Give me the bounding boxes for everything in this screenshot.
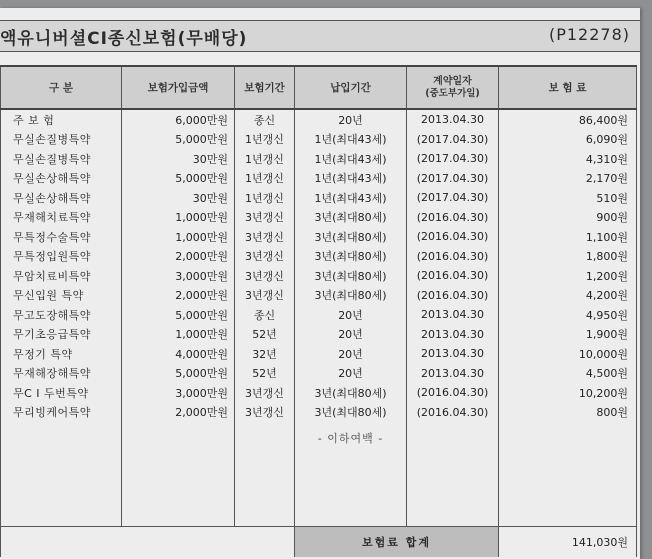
coverage-term: 종신 xyxy=(235,109,295,130)
table-row xyxy=(1,208,637,228)
coverage-amount: 30만원 xyxy=(122,149,235,169)
coverage-table xyxy=(0,65,637,557)
payment-period: 3년(최대80세) xyxy=(295,403,407,423)
contract-date: 2013.04.30 xyxy=(407,305,499,325)
table-row xyxy=(1,266,637,286)
table-body xyxy=(1,109,637,557)
premium-value: 86,400원 xyxy=(499,109,637,130)
table-row xyxy=(1,109,637,130)
coverage-name: 무특정입원특약 xyxy=(1,247,122,267)
note-row xyxy=(1,422,637,454)
filler-cell xyxy=(295,454,407,527)
premium-value: 900원 xyxy=(499,208,637,228)
payment-period: 3년(최대80세) xyxy=(295,247,407,267)
payment-period: 20년 xyxy=(295,344,407,364)
table-row xyxy=(1,247,637,267)
col-header-term: 보험기간 xyxy=(235,66,295,109)
coverage-amount: 3,000만원 xyxy=(122,383,235,403)
table-row xyxy=(1,325,637,345)
coverage-term: 3년갱신 xyxy=(235,286,295,306)
premium-value: 1,100원 xyxy=(499,227,637,247)
blank-below-note: - 이하여백 - xyxy=(317,432,384,445)
contract-date: 2013.04.30 xyxy=(407,109,499,130)
contract-date: 2013.04.30 xyxy=(407,344,499,364)
payment-period: 3년(최대80세) xyxy=(295,286,407,306)
coverage-amount: 3,000만원 xyxy=(122,266,235,286)
filler-row xyxy=(1,454,637,527)
filler-cell xyxy=(1,454,122,527)
premium-value: 1,800원 xyxy=(499,247,637,267)
filler-cell xyxy=(499,454,637,527)
premium-value: 4,950원 xyxy=(499,305,637,325)
coverage-term: 3년갱신 xyxy=(235,266,295,286)
note-cell xyxy=(1,422,122,454)
premium-value: 4,310원 xyxy=(499,149,637,169)
coverage-name: 주 보 험 xyxy=(1,109,122,130)
coverage-amount: 5,000만원 xyxy=(122,130,235,150)
note-cell xyxy=(295,422,407,454)
coverage-name: 무실손질병특약 xyxy=(1,149,122,169)
coverage-amount: 1,000만원 xyxy=(122,208,235,228)
coverage-amount: 2,000만원 xyxy=(122,403,235,423)
contract-date: (2017.04.30) xyxy=(407,149,499,169)
contract-date: (2016.04.30) xyxy=(407,247,499,267)
payment-period: 3년(최대80세) xyxy=(295,383,407,403)
col-header-premium: 보 험 료 xyxy=(499,66,637,109)
contract-date-label: 계약일자 xyxy=(433,75,472,87)
product-title: 액유니버셜CI종신보험(무배당) xyxy=(0,29,248,49)
premium-value: 1,900원 xyxy=(499,325,637,345)
premium-value: 510원 xyxy=(499,188,637,208)
coverage-amount: 1,000만원 xyxy=(122,325,235,345)
product-code: (P12278) xyxy=(548,25,630,44)
table-row xyxy=(1,227,637,247)
contract-date: (2016.04.30) xyxy=(407,227,499,247)
contract-date: (2016.04.30) xyxy=(407,403,499,423)
col-header-contract-date xyxy=(407,66,499,109)
payment-period: 20년 xyxy=(295,305,407,325)
coverage-name: 무재해장해특약 xyxy=(1,364,122,384)
contract-date: 2013.04.30 xyxy=(407,325,499,345)
contract-date: (2017.04.30) xyxy=(407,169,499,189)
table-row xyxy=(1,364,637,384)
contract-date: (2016.04.30) xyxy=(407,383,499,403)
coverage-term: 종신 xyxy=(235,305,295,325)
premium-total-label: 보험료 합계 xyxy=(295,527,499,558)
col-header-pay-period: 납입기간 xyxy=(295,66,407,109)
table-row xyxy=(1,383,637,403)
coverage-term: 3년갱신 xyxy=(235,403,295,423)
note-cell xyxy=(407,422,499,454)
coverage-term: 3년갱신 xyxy=(235,383,295,403)
contract-date: (2017.04.30) xyxy=(407,130,499,150)
payment-period: 1년(최대43세) xyxy=(295,169,407,189)
coverage-name: 무신입원 특약 xyxy=(1,286,122,306)
payment-period: 20년 xyxy=(295,109,407,130)
coverage-term: 1년갱신 xyxy=(235,130,295,150)
coverage-name: 무기초응급특약 xyxy=(1,325,122,345)
coverage-name: 무리빙케어특약 xyxy=(1,403,122,423)
payment-period: 20년 xyxy=(295,364,407,384)
filler-cell xyxy=(235,454,295,527)
filler-cell xyxy=(407,454,499,527)
coverage-name: 무실손질병특약 xyxy=(1,130,122,150)
col-header-category: 구 분 xyxy=(1,66,122,109)
coverage-term: 32년 xyxy=(235,344,295,364)
filler-cell xyxy=(122,454,235,527)
premium-total-value: 141,030원 xyxy=(499,527,637,558)
coverage-name: 무고도장해특약 xyxy=(1,305,122,325)
coverage-name: 무특정수술특약 xyxy=(1,227,122,247)
coverage-term: 52년 xyxy=(235,364,295,384)
coverage-name: 무정기 특약 xyxy=(1,344,122,364)
title-bar xyxy=(0,20,640,52)
table-header-row xyxy=(1,66,637,109)
premium-value: 2,170원 xyxy=(499,169,637,189)
coverage-name: 무실손상해특약 xyxy=(1,188,122,208)
premium-value: 10,000원 xyxy=(499,344,637,364)
mid-add-date-label: (중도부가일) xyxy=(425,87,480,99)
coverage-term: 52년 xyxy=(235,325,295,345)
payment-period: 1년(최대43세) xyxy=(295,149,407,169)
contract-date: 2013.04.30 xyxy=(407,364,499,384)
table-row xyxy=(1,130,637,150)
table-row xyxy=(1,305,637,325)
coverage-amount: 2,000만원 xyxy=(122,286,235,306)
coverage-name: 무암치료비특약 xyxy=(1,266,122,286)
coverage-amount: 1,000만원 xyxy=(122,227,235,247)
payment-period: 20년 xyxy=(295,325,407,345)
payment-period: 3년(최대80세) xyxy=(295,208,407,228)
premium-value: 10,200원 xyxy=(499,383,637,403)
premium-value: 1,200원 xyxy=(499,266,637,286)
coverage-amount: 5,000만원 xyxy=(122,169,235,189)
coverage-term: 1년갱신 xyxy=(235,169,295,189)
total-row xyxy=(1,527,637,558)
coverage-amount: 5,000만원 xyxy=(122,305,235,325)
table-row xyxy=(1,149,637,169)
coverage-amount: 6,000만원 xyxy=(122,109,235,130)
premium-value: 800원 xyxy=(499,403,637,423)
payment-period: 1년(최대43세) xyxy=(295,130,407,150)
table-row xyxy=(1,169,637,189)
contract-date: (2016.04.30) xyxy=(407,286,499,306)
payment-period: 1년(최대43세) xyxy=(295,188,407,208)
payment-period: 3년(최대80세) xyxy=(295,266,407,286)
coverage-amount: 5,000만원 xyxy=(122,364,235,384)
coverage-term: 1년갱신 xyxy=(235,149,295,169)
table-row xyxy=(1,188,637,208)
premium-value: 4,500원 xyxy=(499,364,637,384)
insurance-document xyxy=(0,8,640,559)
table-row xyxy=(1,344,637,364)
coverage-term: 3년갱신 xyxy=(235,208,295,228)
note-cell xyxy=(122,422,235,454)
note-cell xyxy=(235,422,295,454)
coverage-amount: 2,000만원 xyxy=(122,247,235,267)
coverage-term: 1년갱신 xyxy=(235,188,295,208)
coverage-term: 3년갱신 xyxy=(235,227,295,247)
contract-date: (2016.04.30) xyxy=(407,266,499,286)
note-cell xyxy=(499,422,637,454)
coverage-amount: 4,000만원 xyxy=(122,344,235,364)
premium-value: 6,090원 xyxy=(499,130,637,150)
col-header-amount: 보험가입금액 xyxy=(122,66,235,109)
payment-period: 3년(최대80세) xyxy=(295,227,407,247)
premium-value: 4,200원 xyxy=(499,286,637,306)
coverage-name: 무C I 두번특약 xyxy=(1,383,122,403)
coverage-amount: 30만원 xyxy=(122,188,235,208)
contract-date: (2016.04.30) xyxy=(407,208,499,228)
coverage-term: 3년갱신 xyxy=(235,247,295,267)
coverage-name: 무실손상해특약 xyxy=(1,169,122,189)
table-row xyxy=(1,403,637,423)
coverage-name: 무재해치료특약 xyxy=(1,208,122,228)
table-row xyxy=(1,286,637,306)
contract-date: (2017.04.30) xyxy=(407,188,499,208)
total-blank-cell xyxy=(1,527,295,558)
